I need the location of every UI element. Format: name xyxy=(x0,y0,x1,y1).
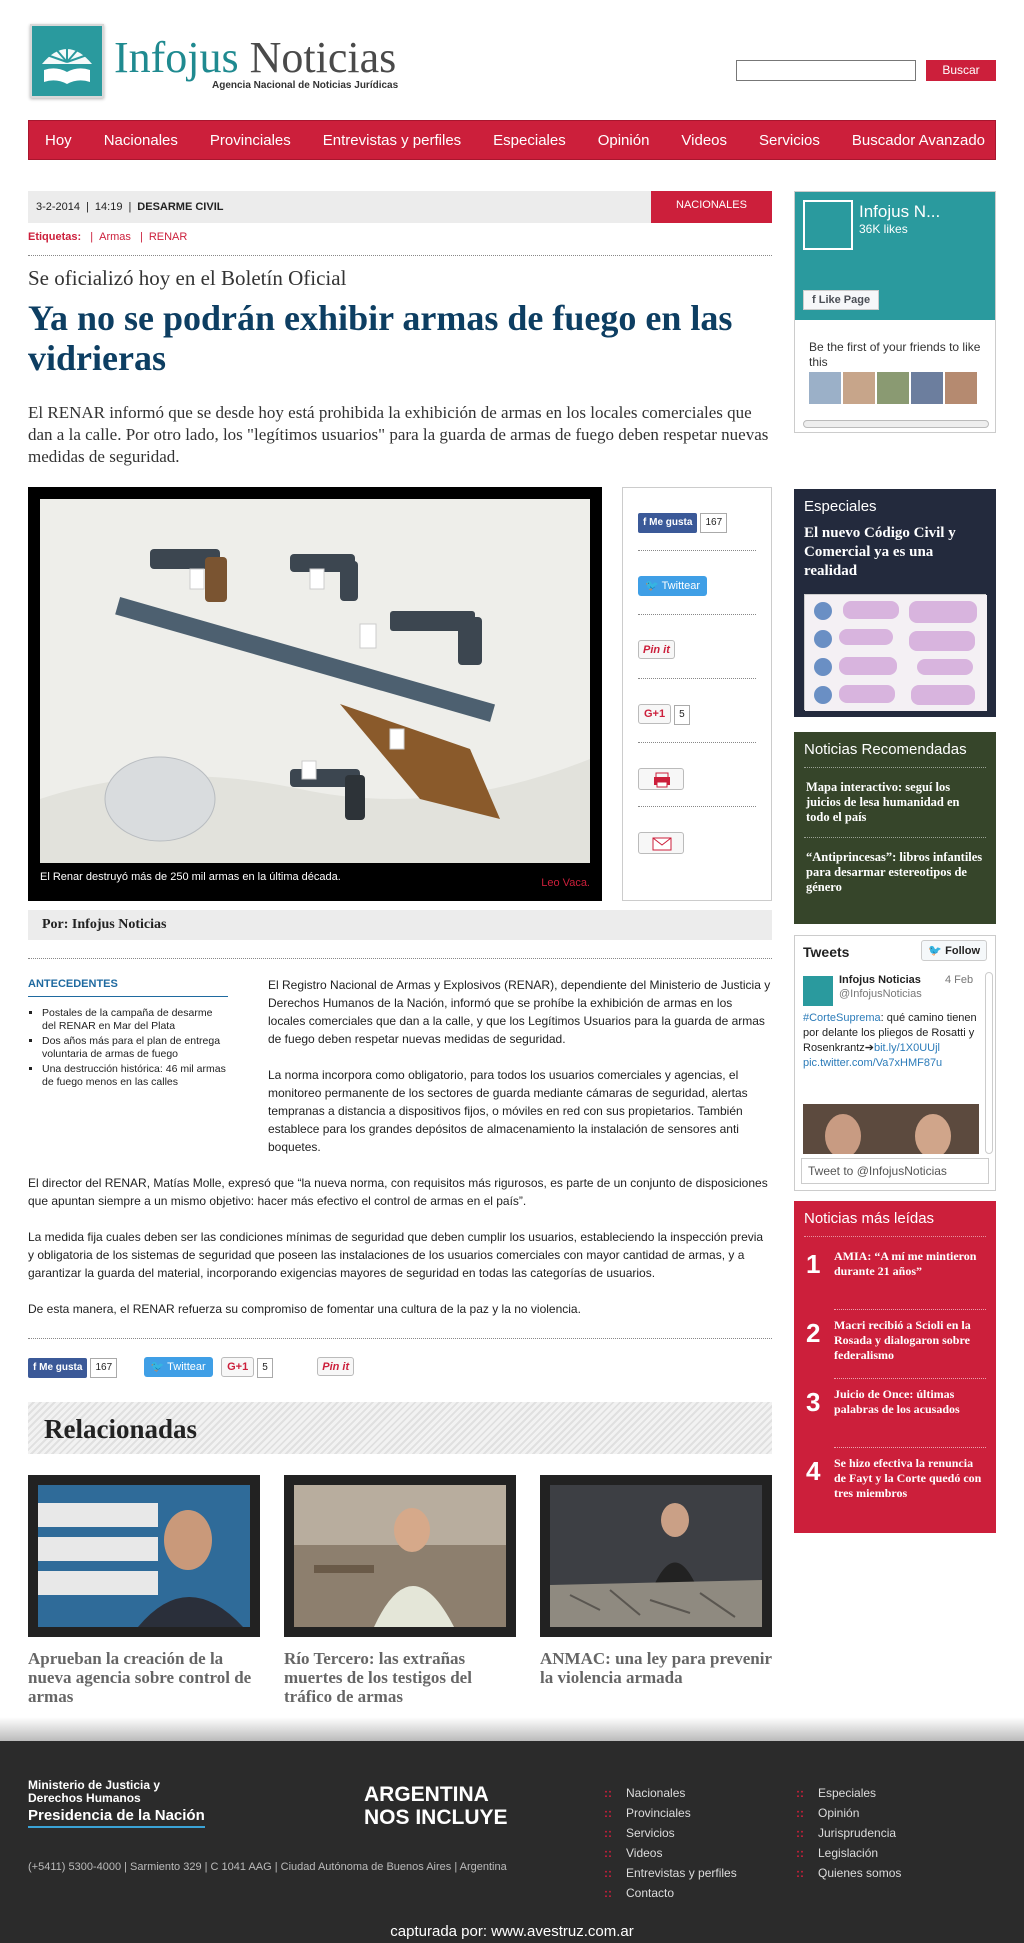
especiales-image[interactable] xyxy=(804,594,986,710)
divider xyxy=(28,1338,772,1339)
search-button[interactable]: Buscar xyxy=(926,60,996,81)
footer-link[interactable]: :: Videos xyxy=(604,1843,737,1863)
footer-address: (+5411) 5300-4000 | Sarmiento 329 | C 1041 AAG | Ciudad Autónoma de Buenos Aires | Argentina xyxy=(28,1861,507,1873)
nav-item-especiales[interactable]: Especiales xyxy=(493,131,566,149)
fb-likes: 36K likes xyxy=(859,222,908,236)
twitter-follow-button[interactable]: 🐦 Follow xyxy=(921,940,987,961)
tweets-scrollbar[interactable] xyxy=(985,972,993,1154)
share-column xyxy=(622,487,772,901)
logo-subtitle: Agencia Nacional de Noticias Jurídicas xyxy=(212,80,399,91)
tweet-text: #CorteSuprema: qué camino tienen por delante los pliegos de Rosatti y Rosenkrantz➔bit.ly/1X0UUjl pic.twitter.com/Va7xHMF87u xyxy=(803,1012,977,1069)
page-avatar-icon[interactable] xyxy=(803,200,853,250)
related-card[interactable] xyxy=(28,1475,260,1706)
photo-caption: El Renar destruyó más de 250 mil armas en la última década. xyxy=(40,871,341,883)
article-time: 14:19 xyxy=(94,201,123,213)
article-headline: Ya no se podrán exhibir armas de fuego en las vidrieras xyxy=(28,298,733,378)
divider xyxy=(28,255,772,256)
related-header xyxy=(28,1402,772,1454)
tweet-handle[interactable]: @InfojusNoticias xyxy=(839,988,922,1000)
tweet-image[interactable] xyxy=(803,1104,979,1154)
nav-item-provinciales[interactable]: Provinciales xyxy=(209,131,291,149)
facebook-banner xyxy=(795,192,995,320)
article-paragraph: El Registro Nacional de Armas y Explosivos (RENAR), dependiente del Ministerio de Justicia y Derechos Humanos de la Nación, informó que se prohíbe la exhibición de armas en los locales comerciales que dan a la calle, y que los Legítimos Usuarios para la guarda de armas de fuego deben respetar nuevas medidas de seguridad. xyxy=(268,978,771,1046)
antecedentes-item[interactable]: ▪ Postales de la campaña de desarme del RENAR en Mar del Plata xyxy=(42,1007,228,1033)
antecedentes-title: ANTECEDENTES xyxy=(28,978,228,997)
tag-link[interactable]: Armas xyxy=(99,231,131,243)
footer-shadow xyxy=(0,1717,1024,1741)
nav-item-entrevistas[interactable]: Entrevistas y perfiles xyxy=(322,131,462,149)
leidas-item[interactable]: 4 Se hizo efectiva la renuncia de Fayt y la Corte quedó con tres miembros xyxy=(806,1456,982,1500)
tweet-author[interactable]: Infojus Noticias xyxy=(839,974,921,986)
related-image[interactable] xyxy=(38,1485,250,1627)
article-paragraph: De esta manera, el RENAR refuerza su compromiso de fomentar una cultura de la paz y la no violencia. xyxy=(28,1302,581,1316)
fb-like-button[interactable]: f Me gusta xyxy=(28,1358,87,1378)
nav-item-opinion[interactable]: Opinión xyxy=(597,131,650,149)
mas-leidas-head: Noticias más leídas xyxy=(804,1210,935,1227)
related-card[interactable] xyxy=(284,1475,516,1706)
article-kicker: Se oficializó hoy en el Boletín Oficial xyxy=(28,266,347,290)
twitter-widget xyxy=(794,935,996,1191)
mas-leidas-box xyxy=(794,1201,996,1533)
footer-link[interactable]: :: Jurisprudencia xyxy=(796,1823,901,1843)
gplus-count: 5 xyxy=(674,705,690,725)
bottom-share-bar xyxy=(28,1357,772,1383)
footer-link[interactable]: :: Entrevistas y perfiles xyxy=(604,1863,737,1883)
nav-item-servicios[interactable]: Servicios xyxy=(759,131,820,149)
especiales-title[interactable]: El nuevo Código Civil y Comercial ya es una realidad xyxy=(804,525,956,579)
nav-item-videos[interactable]: Videos xyxy=(681,131,728,149)
tweets-head: Tweets xyxy=(803,944,850,960)
related-image[interactable] xyxy=(550,1485,762,1627)
especiales-box xyxy=(794,489,996,717)
leidas-item[interactable]: 3 Juicio de Once: últimas palabras de los acusados xyxy=(794,1379,996,1448)
article-byline: Por: Infojus Noticias xyxy=(28,910,772,940)
related-caption[interactable]: Río Tercero: las extrañas muertes de los testigos del tráfico de armas xyxy=(284,1649,472,1706)
footer-link[interactable]: :: Opinión xyxy=(796,1803,901,1823)
footer-captured-credit: capturada por: www.avestruz.com.ar xyxy=(390,1923,634,1940)
footer-presidencia[interactable]: Presidencia de la Nación xyxy=(28,1807,205,1828)
recomendadas-box xyxy=(794,732,996,924)
leidas-item[interactable]: 1 AMIA: “A mí me mintieron durante 21 años” xyxy=(794,1241,996,1310)
footer-link[interactable]: :: Contacto xyxy=(604,1883,737,1903)
footer-links-col2 xyxy=(796,1783,901,1883)
footer-link[interactable]: :: Quienes somos xyxy=(796,1863,901,1883)
article-date: 3-2-2014 xyxy=(36,201,81,213)
tweet-date[interactable]: 4 Feb xyxy=(945,974,974,986)
footer-link[interactable]: :: Legislación xyxy=(796,1843,901,1863)
leidas-item[interactable]: 2 Macri recibió a Scioli en la Rosada y dialogaron sobre federalismo xyxy=(794,1310,996,1379)
search-input[interactable] xyxy=(736,60,916,81)
tag-link[interactable]: RENAR xyxy=(148,231,188,243)
gplus-count: 5 xyxy=(257,1358,273,1378)
facebook-widget xyxy=(794,191,996,433)
category-badge[interactable]: NACIONALES xyxy=(651,191,772,223)
tweet-button[interactable]: 🐦 Twittear xyxy=(638,576,707,596)
related-caption[interactable]: Aprueban la creación de la nueva agencia sobre control de armas xyxy=(28,1649,252,1706)
fb-page-name[interactable]: Infojus N... xyxy=(859,202,941,221)
related-caption[interactable]: ANMAC: una ley para prevenir la violencia armada xyxy=(540,1649,772,1687)
main-nav xyxy=(28,120,996,160)
footer-ministerio[interactable]: Ministerio de Justicia y Derechos Humanos xyxy=(28,1778,161,1805)
logo-title[interactable]: Infojus Noticias xyxy=(114,33,397,82)
fb-like-count: 167 xyxy=(700,513,727,533)
related-card[interactable] xyxy=(540,1475,772,1687)
fb-friends-text: Be the first of your friends to like this xyxy=(809,340,981,369)
photo-credit: Leo Vaca. xyxy=(541,877,590,889)
related-title: Relacionadas xyxy=(44,1414,198,1444)
article-section: DESARME CIVIL xyxy=(137,201,224,213)
article-photo-frame xyxy=(28,487,602,901)
fb-like-count: 167 xyxy=(90,1358,117,1378)
related-image[interactable] xyxy=(294,1485,506,1627)
tags-row: Etiquetas: | Armas | RENAR xyxy=(28,231,188,243)
tweet-avatar-icon[interactable] xyxy=(803,976,833,1006)
especiales-head: Especiales xyxy=(804,498,877,515)
footer-link[interactable]: :: Nacionales xyxy=(604,1783,737,1803)
footer-argentina-logo[interactable]: ARGENTINA NOS INCLUYE xyxy=(364,1783,508,1829)
pinit-button[interactable]: Pin it xyxy=(638,640,675,659)
antecedentes-box xyxy=(28,978,228,1091)
article-paragraph: El director del RENAR, Matías Molle, expresó que “la nueva norma, con requisitos más rigurosos, es parte de un conjunto de disposiciones que apuntan siempre a un mismo objetivo: hacer más efectivo el control de armas en el país”. xyxy=(28,1176,768,1208)
article-paragraph: La medida fija cuales deben ser las condiciones mínimas de seguridad que deben cumplir los usuarios, estableciendo la inspección previa y obligatoria de los sistemas de seguridad que poseen las instalaciones de los usuarios comerciales con mayor cantidad de armas, y a garantizar la guarda del material, incorporando exigencias mayores de seguridad en todas las categorías de usuarios. xyxy=(28,1230,764,1280)
tweet-button[interactable]: 🐦 Twittear xyxy=(144,1357,213,1377)
logo-icon[interactable] xyxy=(30,24,104,98)
pinit-button[interactable]: Pin it xyxy=(317,1357,354,1376)
tags-label: Etiquetas: xyxy=(28,231,82,243)
site-header xyxy=(0,0,1024,118)
recomendada-link[interactable]: Mapa interactivo: seguí los juicios de lesa humanidad en todo el país xyxy=(806,780,960,824)
article-paragraph: La norma incorpora como obligatorio, para todos los usuarios comerciales y agencias, el monitoreo permanente de los sectores de guarda mediante cámaras de seguridad, alertas tempranas a distancia a dispositivos fijos, o móviles en red con sus propietarios. También establece para los grandes depósitos de almacenamiento la instalación de sensores anti boquetes. xyxy=(268,1068,748,1154)
fb-like-button[interactable]: f Me gusta xyxy=(638,513,697,533)
gplus-button[interactable]: G+1 xyxy=(638,704,671,724)
fb-like-page-button[interactable]: f Like Page xyxy=(803,290,879,310)
footer-link[interactable]: :: Especiales xyxy=(796,1783,901,1803)
antecedentes-item[interactable]: ▪ Una destrucción histórica: 46 mil armas de fuego menos en las calles xyxy=(42,1063,228,1089)
fb-scrollbar[interactable] xyxy=(803,420,989,428)
fb-friend-avatars xyxy=(809,372,977,409)
footer-link[interactable]: :: Servicios xyxy=(604,1823,737,1843)
recomendada-link[interactable]: “Antiprincesas”: libros infantiles para desarmar estereotipos de género xyxy=(806,850,983,894)
article-photo xyxy=(40,499,590,863)
print-icon[interactable] xyxy=(638,768,684,790)
divider xyxy=(28,958,772,959)
nav-item-buscador[interactable]: Buscador Avanzado xyxy=(851,131,986,149)
article-meta: 3-2-2014 | 14:19 | DESARME CIVIL xyxy=(28,191,772,223)
footer-link[interactable]: :: Provinciales xyxy=(604,1803,737,1823)
gplus-button[interactable]: G+1 xyxy=(221,1357,254,1377)
nav-item-nacionales[interactable]: Nacionales xyxy=(103,131,178,149)
recomendadas-head: Noticias Recomendadas xyxy=(804,741,967,758)
site-footer xyxy=(0,1741,1024,1943)
footer-links-col1 xyxy=(604,1783,737,1903)
email-icon[interactable] xyxy=(638,832,684,854)
article-lead: El RENAR informó que se desde hoy está prohibida la exhibición de armas en los locales comerciales que dan a la calle. Por otro lado, los "legítimos usuarios" para la guarda de armas de fuego deben respetar nuevas medidas de seguridad. xyxy=(28,403,769,466)
tweet-to-input[interactable]: Tweet to @InfojusNoticias xyxy=(801,1158,989,1184)
antecedentes-item[interactable]: ▪ Dos años más para el plan de entrega voluntaria de armas de fuego xyxy=(42,1035,228,1061)
nav-item-hoy[interactable]: Hoy xyxy=(45,131,72,149)
